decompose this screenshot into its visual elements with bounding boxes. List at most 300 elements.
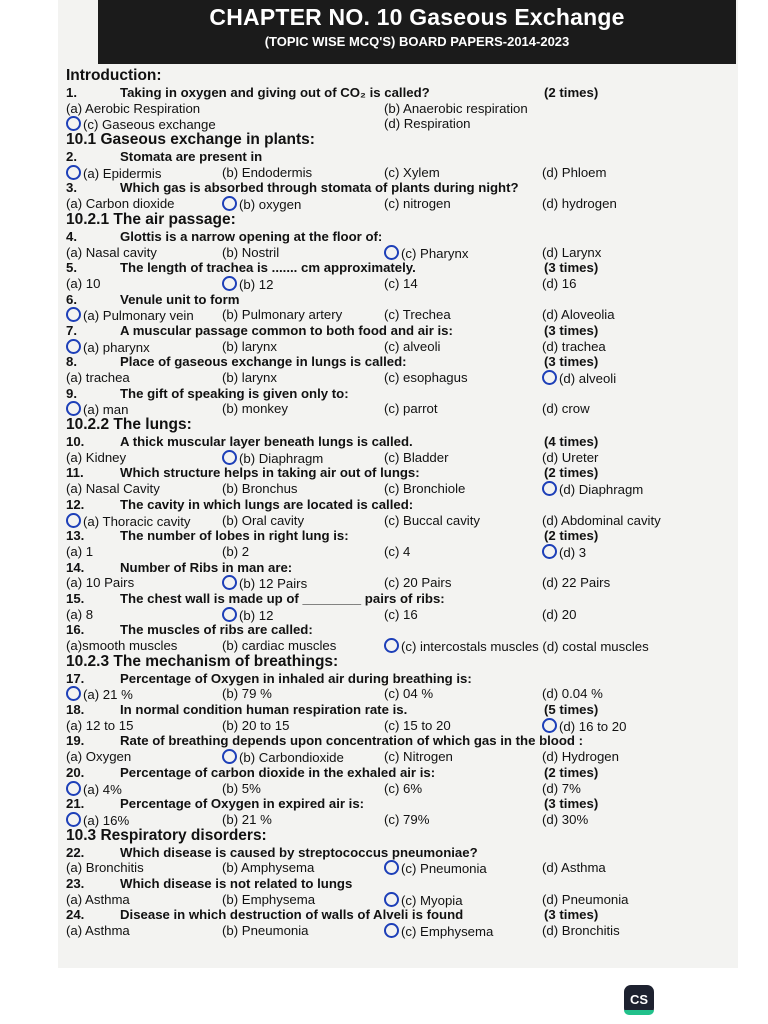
option-a [66,165,161,182]
option-text: (a) 10 [66,275,101,291]
question-text: The number of lobes in right lung is: [120,528,349,544]
option-b [222,749,344,766]
question-text: Taking in oxygen and giving out of CO₂ is called? [120,85,430,100]
options-row [64,339,714,355]
option-b [222,575,307,592]
option-text: (a) Epidermis [83,165,162,181]
option-text: (d) crow [542,401,590,417]
question-row [64,85,714,101]
question-row [64,622,714,638]
option-text: (b) oxygen [239,197,302,213]
question-row [64,434,714,450]
answer-circle-icon [384,860,399,875]
question-text: The chest wall is made up of ________ pairs of ribs: [120,590,445,606]
option-d [542,339,606,355]
option-a [66,307,194,324]
option-a [66,923,130,939]
question-text: Which disease is caused by streptococcus pneumoniae? [120,844,478,860]
option-c [384,307,451,323]
question-row [64,765,714,781]
option-a [66,276,100,292]
option-text: (d) hydrogen [542,196,617,212]
option-text: (b) Oral cavity [222,512,305,528]
option-text: (c) alveoli [384,338,441,354]
option-b [222,892,315,908]
option-text: (d) Pneumonia [542,891,629,907]
option-text: (a) Bronchitis [66,860,144,876]
option-text: (a)smooth muscles [66,638,178,653]
answer-circle-icon [542,544,557,559]
option-c [384,165,440,181]
option-text: (b) 20 to 15 [222,717,290,733]
question-row [64,907,714,923]
question-text: Percentage of Oxygen in inhaled air during breathing is: [120,670,472,686]
question-text: Venule unit to form [120,291,240,307]
option-b [222,544,249,560]
options-row [64,607,714,623]
option-c [384,812,429,828]
question-number: 6. [66,291,77,307]
option-text: (a) 21 % [83,687,133,703]
option-text: (d) 30% [542,811,589,827]
option-text: (a) Asthma [66,923,130,938]
option-text: (c) 6% [384,780,423,796]
answer-circle-icon [222,749,237,764]
option-text: (b) 12 Pairs [239,576,308,592]
options-row [64,575,714,591]
question-number: 18. [66,702,85,718]
option-text: (a) Pulmonary vein [83,308,194,324]
option-text: (a) 12 to 15 [66,717,134,733]
option-d [542,276,576,292]
option-text: (d) 22 Pairs [542,575,611,591]
answer-circle-icon [66,116,81,131]
option-c [384,718,451,734]
option-d [542,860,606,876]
option-text: (b) 12 [239,607,274,623]
option-c [384,196,451,212]
option-d [542,196,617,212]
options-row [64,860,714,876]
answer-circle-icon [66,686,81,701]
options-row [64,370,714,386]
option-c [384,781,422,797]
answer-circle-icon [66,513,81,528]
option-b [222,686,272,702]
option-text: (d) Respiration [384,116,471,132]
options-row [64,892,714,908]
option-d [542,686,603,702]
options-row [64,165,714,181]
option-text: (b) Amphysema [222,860,315,876]
times-count: (2 times) [544,764,599,780]
option-b [222,638,336,654]
option-a [66,575,134,591]
section-title: 10.2.3 The mechanism of breathings: [66,652,339,670]
times-count: (2 times) [544,528,599,544]
question-row [64,560,714,576]
option-text: (c) Pharynx [401,245,469,261]
option-text: (a) Asthma [66,891,130,907]
option-text: (a) 8 [66,606,94,622]
option-text: (d) 16 [542,275,577,291]
question-text: The cavity in which lungs are located is called: [120,496,414,512]
option-c [384,544,410,560]
answer-circle-icon [542,718,557,733]
option-a [66,607,93,623]
times-count: (3 times) [544,322,599,338]
option-text: (a) 1 [66,543,94,559]
options-row [64,450,714,466]
option-b [222,607,273,624]
option-c [384,860,487,877]
option-b [222,165,312,181]
option-a [66,638,177,654]
answer-circle-icon [66,165,81,180]
question-number: 5. [66,260,77,276]
option-c [384,892,463,909]
option-text: (c) parrot [384,401,438,417]
option-c [384,401,438,417]
question-text: Number of Ribs in man are: [120,559,293,575]
options-row [64,513,714,529]
option-a [66,544,93,560]
question-text: Rate of breathing depends upon concentration of which gas in the blood : [120,733,584,749]
options-row [64,196,714,212]
option-b [222,513,304,529]
option-text: (d) Aloveolia [542,307,615,323]
times-count: (3 times) [544,354,599,370]
option-text: (b) larynx [222,338,277,354]
option-d [542,544,586,561]
question-row [64,386,714,402]
question-number: 22. [66,844,85,860]
question-row [64,354,714,370]
option-c [384,575,451,591]
answer-circle-icon [222,575,237,590]
option-text: (b) 5% [222,780,261,796]
question-number: 10. [66,434,85,450]
question-row [64,229,714,245]
times-count: (3 times) [544,260,599,276]
option-text: (a) trachea [66,370,130,385]
option-text: (c) 20 Pairs [384,575,452,591]
option-b [222,245,279,261]
question-number: 7. [66,322,77,338]
option-text: (c) esophagus [384,370,468,385]
answer-circle-icon [222,450,237,465]
section-heading [64,212,714,229]
option-text: (d) 0.04 % [542,686,603,702]
section-heading [64,417,714,434]
section-title: 10.1 Gaseous exchange in plants: [66,131,315,149]
question-number: 15. [66,590,85,606]
options-row [64,116,714,132]
option-text: (a) Kidney [66,449,127,465]
option-text: (c) Bladder [384,449,449,465]
question-row [64,733,714,749]
question-text: Which structure helps in taking air out of lungs: [120,465,420,481]
section-heading [64,68,714,85]
section-heading [64,654,714,671]
option-text: (a) 10 Pairs [66,575,135,591]
option-c [384,481,465,497]
question-text: Percentage of carbon dioxide in the exhaled air is: [120,764,436,780]
question-number: 20. [66,764,85,780]
options-row [64,544,714,560]
options-row [64,718,714,734]
question-text: The length of trachea is ....... cm approximately. [120,260,416,276]
answer-circle-icon [66,307,81,322]
option-text: (b) 79 % [222,686,272,702]
option-a [66,718,133,734]
option-text: (d) Bronchitis [542,923,620,938]
times-count: (3 times) [544,796,599,812]
option-b [222,370,277,386]
option-d [542,749,619,765]
options-row [64,812,714,828]
option-text: (c) 79% [384,811,430,827]
option-text: (a) Aerobic Respiration [66,100,201,116]
option-text: (d) Diaphragm [559,482,644,498]
question-text: Stomata are present in [120,149,263,165]
option-text: (c) 15 to 20 [384,717,451,733]
option-a [66,196,175,212]
option-d [542,607,576,623]
option-a [66,749,131,765]
option-text: (c) Myopia [401,892,463,908]
option-a [66,101,200,117]
options-row [64,481,714,497]
option-text: (c) Emphysema [401,924,494,939]
question-row [64,497,714,513]
option-text: (b) monkey [222,401,288,417]
section-title: 10.2.2 The lungs: [66,416,192,434]
option-d [542,923,620,939]
option-text: (c) Nitrogen [384,749,453,765]
option-text: (c) 16 [384,606,418,622]
mcq-list [64,68,714,939]
question-number: 17. [66,670,85,686]
section-title: Introduction: [66,67,162,84]
question-number: 1. [66,85,77,100]
option-b [222,276,273,293]
option-text: (b) Endodermis [222,164,313,180]
option-d [542,781,581,797]
options-row [64,686,714,702]
option-a [66,370,130,386]
option-d [542,575,610,591]
option-text: (c) 14 [384,275,418,291]
option-a [66,686,133,703]
question-number: 16. [66,622,85,638]
option-a [66,481,160,497]
option-d [542,401,590,417]
option-text: (a) Nasal cavity [66,244,157,260]
option-c [384,749,453,765]
question-number: 4. [66,228,77,244]
option-c [384,276,418,292]
option-c [384,686,433,702]
answer-circle-icon [222,196,237,211]
option-c [384,370,468,386]
question-text: The gift of speaking is given only to: [120,385,349,401]
option-c [384,450,449,466]
option-d [542,812,588,828]
question-row [64,292,714,308]
option-text: (a) Oxygen [66,749,132,765]
option-text: (d) Larynx [542,244,602,260]
answer-circle-icon [384,892,399,907]
option-b [222,339,277,355]
option-text: (c) Buccal cavity [384,512,480,528]
question-text: The muscles of ribs are called: [120,622,313,638]
option-b [222,718,289,734]
option-text: (b) Bronchus [222,481,298,497]
question-row [64,796,714,812]
option-b [222,481,298,497]
answer-circle-icon [384,245,399,260]
option-a [66,860,144,876]
question-row [64,702,714,718]
option-c [384,607,418,623]
answer-circle-icon [66,401,81,416]
question-text: Percentage of Oxygen in expired air is: [120,796,365,812]
option-c [384,923,493,940]
question-text: Which gas is absorbed through stomata of plants during night? [120,180,519,196]
options-row [64,101,714,117]
question-row [64,528,714,544]
option-text: (a) Nasal Cavity [66,481,160,497]
question-number: 8. [66,354,77,370]
question-text: Place of gaseous exchange in lungs is called: [120,354,407,370]
option-d [542,450,598,466]
option-text: (d) trachea [542,338,606,354]
question-number: 2. [66,149,77,165]
option-text: (b) 2 [222,543,250,559]
option-text: (a) Thoracic cavity [83,513,191,529]
options-row [64,781,714,797]
question-number: 23. [66,875,85,891]
section-title: 10.2.1 The air passage: [66,210,236,228]
question-row [64,465,714,481]
option-text: (d) 3 [559,544,587,560]
answer-circle-icon [542,481,557,496]
chapter-header [98,0,736,64]
section-title: 10.3 Respiratory disorders: [66,826,267,844]
option-text: (c) 04 % [384,686,434,702]
question-row [64,671,714,687]
question-row [64,260,714,276]
option-b [222,860,314,876]
option-text: (c) Xylem [384,164,440,180]
option-text: (b) Carbondioxide [239,750,344,766]
option-c [384,339,440,355]
times-count: (2 times) [544,85,599,100]
answer-circle-icon [66,812,81,827]
option-text: (b) Pulmonary artery [222,307,343,323]
question-row [64,323,714,339]
option-d [542,307,615,323]
option-text: (a) 16% [83,812,130,828]
option-text: (a) pharynx [83,339,150,355]
option-text: (b) Anaerobic respiration [384,100,528,116]
option-text: (a) 4% [83,781,122,797]
option-c [384,101,528,117]
question-number: 24. [66,907,85,923]
option-text: (c) nitrogen [384,196,451,212]
option-a [66,245,157,261]
question-number: 12. [66,496,85,512]
option-text: (b) Emphysema [222,891,316,907]
option-text: (d) alveoli [559,371,617,386]
option-c [384,638,649,655]
option-text: (b) 21 % [222,811,272,827]
option-b [222,401,288,417]
question-text: Which disease is not related to lungs [120,875,353,891]
options-row [64,923,714,939]
option-text: (c) Bronchiole [384,481,466,497]
question-text: A muscular passage common to both food and air is: [120,322,453,338]
option-text: (a) man [83,402,129,418]
question-number: 13. [66,528,85,544]
option-a [66,781,122,798]
option-text: (d) 16 to 20 [559,718,627,734]
option-d [542,513,661,529]
answer-circle-icon [222,607,237,622]
question-number: 14. [66,559,85,575]
options-row [64,276,714,292]
chapter-title: CHAPTER NO. 10 Gaseous Exchange [209,4,625,30]
times-count: (4 times) [544,434,599,450]
option-text: (d) Phloem [542,164,607,180]
option-a [66,513,190,530]
option-c [384,245,468,262]
options-row [64,749,714,765]
question-row [64,591,714,607]
option-c [384,513,480,529]
section-heading [64,132,714,149]
answer-circle-icon [384,923,399,938]
question-text: Glottis is a narrow opening at the floor of: [120,228,383,244]
question-number: 3. [66,180,77,196]
option-text: (d) Ureter [542,449,599,465]
option-d [542,370,616,387]
option-text: (d) 7% [542,780,581,796]
option-text: (b) cardiac muscles [222,638,337,653]
option-text: (b) Diaphragm [239,450,324,466]
option-text: (c) 4 [384,543,411,559]
option-d [542,718,626,735]
option-text: (d) Asthma [542,860,606,876]
question-text: Disease in which destruction of walls of Alveli is found [120,907,464,923]
answer-circle-icon [384,638,399,653]
question-row [64,876,714,892]
times-count: (5 times) [544,702,599,718]
question-number: 9. [66,385,77,401]
camscanner-logo-icon: CS [624,985,654,1015]
question-number: 21. [66,796,85,812]
options-row [64,307,714,323]
chapter-subtitle: (TOPIC WISE MCQ'S) BOARD PAPERS-2014-2023 [264,34,570,49]
question-number: 19. [66,733,85,749]
option-text: (b) larynx [222,370,277,385]
option-d [542,481,643,498]
option-b [222,781,261,797]
option-text: (d) 20 [542,606,577,622]
question-text: In normal condition human respiration rate is. [120,702,408,718]
section-heading [64,828,714,845]
